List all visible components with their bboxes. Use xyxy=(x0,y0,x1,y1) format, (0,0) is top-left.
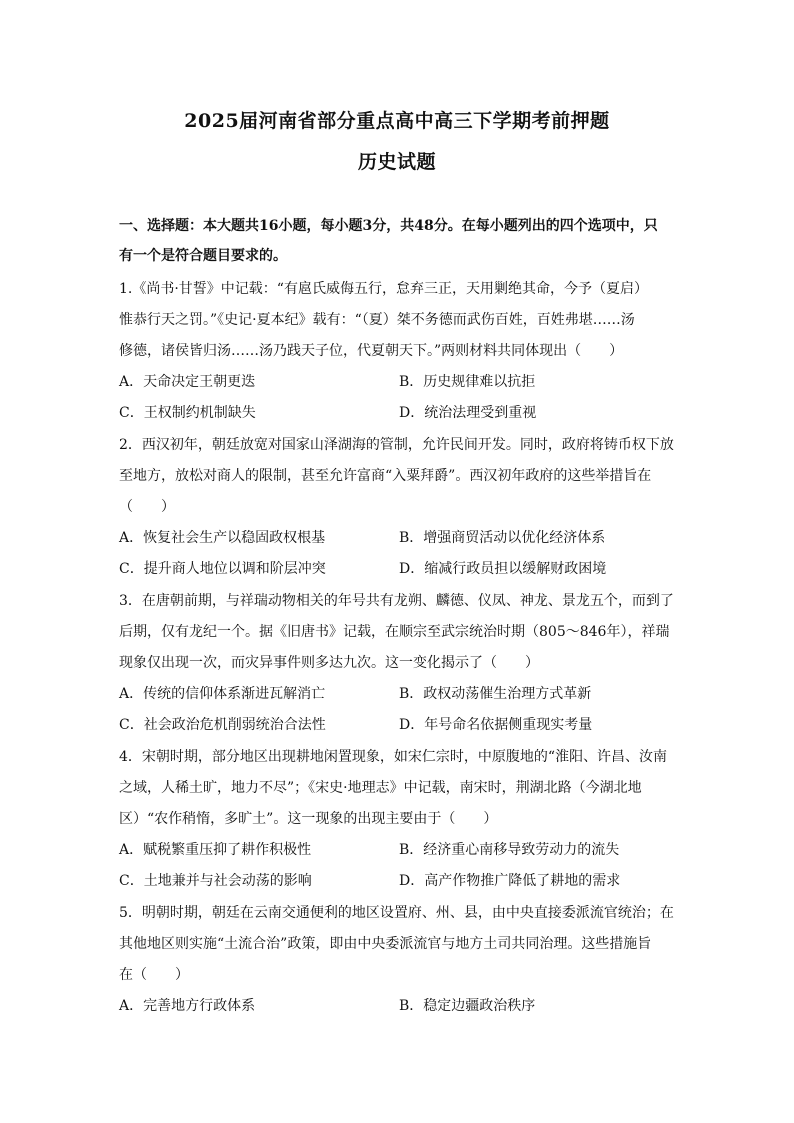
question-5-stem-line: 其他地区则实施“土流合治”政策，即由中央委派流官与地方土司共同治理。这些措施旨 xyxy=(119,936,652,952)
question-1-stem-line: 修德，诸侯皆归汤……汤乃践天子位，代夏朝天下。”两则材料共同体现出（ ） xyxy=(119,343,624,359)
question-3-option-b[interactable]: B．政权动荡催生治理方式革新 xyxy=(399,686,592,702)
question-4-option-b[interactable]: B．经济重心南移导致劳动力的流失 xyxy=(399,842,620,858)
question-2-stem-line: （ ） xyxy=(119,499,175,515)
question-2-stem-line: 至地方，放松对商人的限制，甚至允许富商“入粟拜爵”。西汉初年政府的这些举措旨在 xyxy=(119,468,652,484)
question-5-option-b[interactable]: B．稳定边疆政治秩序 xyxy=(399,998,536,1014)
question-3-stem-line: 现象仅出现一次，而灾异事件则多达九次。这一变化揭示了（ ） xyxy=(119,655,539,671)
question-1-option-b[interactable]: B．历史规律难以抗拒 xyxy=(399,374,536,390)
question-1-option-a[interactable]: A．天命决定王朝更迭 xyxy=(119,374,256,390)
exam-subtitle: 历史试题 xyxy=(357,151,436,173)
question-3-stem-line: 3．在唐朝前期，与祥瑞动物相关的年号共有龙朔、麟德、仪凤、神龙、景龙五个，而到了 xyxy=(119,593,674,609)
question-5-option-a[interactable]: A．完善地方行政体系 xyxy=(119,998,256,1014)
question-2-stem-line: 2．西汉初年，朝廷放宽对国家山泽湖海的管制，允许民间开发。同时，政府将铸币权下放 xyxy=(119,437,674,453)
question-4-option-a[interactable]: A．赋税繁重压抑了耕作积极性 xyxy=(119,842,312,858)
question-2-option-c[interactable]: C．提升商人地位以调和阶层冲突 xyxy=(119,561,326,577)
question-2-option-a[interactable]: A．恢复社会生产以稳固政权根基 xyxy=(119,530,326,546)
question-4-stem-line: 4．宋朝时期，部分地区出现耕地闲置现象，如宋仁宗时，中原腹地的“淮阳、许昌、汝南 xyxy=(119,749,668,765)
question-5-stem-line: 5．明朝时期，朝廷在云南交通便利的地区设置府、州、县，由中央直接委派流官统治；在 xyxy=(119,905,674,921)
question-2-option-d[interactable]: D．缩减行政员担以缓解财政困境 xyxy=(399,561,607,577)
question-1-option-d[interactable]: D．统治法理受到重视 xyxy=(399,405,537,421)
question-2-option-b[interactable]: B．增强商贸活动以优化经济体系 xyxy=(399,530,606,546)
question-1-stem-line: 惟恭行天之罚。”《史记·夏本纪》载有：“（夏）桀不务德而武伤百姓，百姓弗堪……汤 xyxy=(119,312,635,328)
question-4-option-c[interactable]: C．土地兼并与社会动荡的影响 xyxy=(119,873,312,889)
question-5-stem-line: 在（ ） xyxy=(119,967,189,983)
exam-title: 2025届河南省部分重点高中高三下学期考前押题 xyxy=(184,110,610,132)
section-instruction-line: 有一个是符合题目要求的。 xyxy=(119,248,287,264)
question-4-option-d[interactable]: D．高产作物推广降低了耕地的需求 xyxy=(399,873,621,889)
question-3-option-c[interactable]: C．社会政治危机削弱统治合法性 xyxy=(119,717,326,733)
question-3-option-a[interactable]: A．传统的信仰体系渐进瓦解消亡 xyxy=(119,686,326,702)
question-4-stem-line: 区）“农作稍惰，多旷土”。这一现象的出现主要由于（ ） xyxy=(119,811,498,827)
section-instruction-line: 一、选择题：本大题共16小题，每小题3分，共48分。在每小题列出的四个选项中，只 xyxy=(119,218,658,234)
question-1-option-c[interactable]: C．王权制约机制缺失 xyxy=(119,405,256,421)
question-1-stem-line: 1.《尚书·甘誓》中记载：“有扈氏威侮五行，怠弃三正，天用剿绝其命，今予（夏启） xyxy=(119,281,648,297)
question-3-stem-line: 后期，仅有龙纪一个。据《旧唐书》记载，在顺宗至武宗统治时期（805～846年），祥瑞 xyxy=(119,624,670,640)
question-3-option-d[interactable]: D．年号命名依据侧重现实考量 xyxy=(399,717,593,733)
question-4-stem-line: 之域，人稀土旷，地力不尽”；《宋史·地理志》中记载，南宋时，荆湖北路（今湖北地 xyxy=(119,780,642,796)
